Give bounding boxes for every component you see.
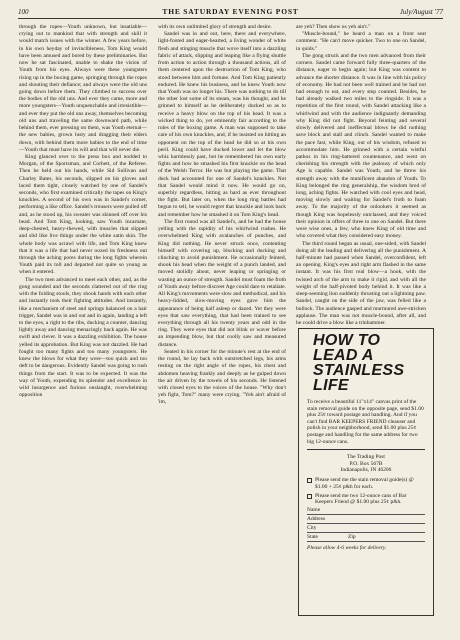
page-header bbox=[18, 5, 443, 19]
name-label: Name bbox=[307, 506, 321, 513]
address-field[interactable] bbox=[307, 515, 425, 524]
magazine-title: THE SATURDAY EVENING POST bbox=[162, 7, 299, 16]
option-stain-guide[interactable] bbox=[307, 477, 425, 490]
page-number: 100 bbox=[18, 8, 29, 16]
paragraph: The two men advanced to meet each other, and, as the gong sounded and the seconds clattered out of the ring with the folding stools, they shook hands with each other and instantly took their fighting attitudes. And instantly, like a mechanism of steel and springs balanced on a hair trigger, Sandel was in and out and in again, landing a left to the eyes, a right to the ribs, ducking a counter, dancing lightly away and dancing menacingly back again. He was swift and clever. It was a dazzling exhibition. The house yelled its approbation. But King was not dazzled. He had fought too many fights and too many youngsters. He knew the blows for what they were—too quick and too deft to be dangerous. Evidently Sandel was going to rush things from the start. It was to be expected. It was the way of Youth, expending its splendor and excellence in wild insurgence and furious onslaught, overwhelming opposition bbox=[19, 276, 147, 399]
article-column-1 bbox=[19, 24, 147, 628]
paragraph: The third round began as usual, one-sided, with Sandel doing all the leading and delivering all the punishment. A half-minute had passed when Sandel, overconfident, left an opening. King's eyes and right arm flashed in the same instant. It was his first real blow—a hook, with the twisted arch of the arm to make it rigid, and with all the weight of the half-pivoted body behind it. It was like a sleep-seeming lion suddenly thrusting out a lightning paw. Sandel, caught on the side of the jaw, was felled like a bullock. The audience gasped and murmured awe-stricken applause. The man was not muscle-bound, after all, and he could drive a blow like a triphammer. bbox=[296, 240, 426, 324]
ad-intro: To receive a beautiful 11"x14" canvas print of the stain removal guide on the opposite page, send $1.00 plus 25¢ toward postage and handling. And if you can't find BAR KEEPERS FRIEND cleanser and polish in your neighborhood, send $1.00 plus 25¢ postage and handling for the same address for two big 12-ounce cans. bbox=[307, 399, 424, 445]
option-label: Please send me the stain removal guide(s) @ $1.00 + 25¢ p&h for each. bbox=[315, 477, 414, 490]
paragraph: The first round was all Sandel's, and he had the house yelling with the rapidity of his whirlwind rushes. He overwhelmed King with avalanches of punches, and King did nothing. He never struck once, contenting himself with covering up, blocking and ducking and clinching to avoid punishment. He occasionally feinted, shook his head when the weight of a punch landed, and moved stolidly about, never leaping or springing or wasting an ounce of strength. Sandel must foam the froth of Youth away before discreet Age could dare to retaliate. All King's movements were slow and methodical, and his heavy-lidded, slow-moving eyes gave him the appearance of being half asleep or dazed. Yet they were eyes that saw everything, that had been trained to see everything through all his twenty years and odd in the ring. They were eyes that did not blink or waver before an impending blow, but that coolly saw and measured distance. bbox=[158, 218, 286, 348]
divider bbox=[307, 449, 425, 450]
article-column-2 bbox=[158, 24, 286, 628]
ad-company: The Trading Post bbox=[347, 454, 385, 461]
state-label: State bbox=[307, 533, 318, 540]
state-zip-field[interactable] bbox=[307, 533, 425, 542]
checkbox[interactable] bbox=[307, 478, 312, 483]
zip-label: Zip bbox=[348, 533, 356, 540]
paragraph: The gong struck and the two men advanced from their corners. Sandel came forward fully three-quarters of the distance, eager to begin again; but King was content to advance the shorter distance. It was in line with his policy of economy. He had not been well trained and he had not had enough to eat, and every step counted. Besides, he had already walked two miles to the ringside. It was a repetition of the first round, with Sandel attacking like a whirlwind and with the audience indignantly demanding why King did not fight. Beyond feinting and several slowly delivered and ineffectual blows he did nothing save block and stall and clinch. Sandel wanted to make the pace fast, while King, out of his wisdom, refused to accommodate him. He grinned with a certain wistful pathos in his ring-battered countenance, and went on cherishing his strength with the jealousy of which only Age is capable. Sandel was Youth, and he threw his strength away with the munificent abandon of Youth. To King belonged the ring generalship, the wisdom bred of long, aching fights. He watched with cool eyes and head, moving slowly and waiting for Sandel's froth to foam away. To the majority of the onlookers it seemed as though King was hopelessly outclassed, and they voiced their opinion in offers of three to one on Sandel. But there were wise ones, a few, who knew King of old time and who covered what they considered easy money. bbox=[296, 52, 426, 240]
article-column-3 bbox=[296, 24, 426, 324]
city-label: City bbox=[307, 524, 317, 531]
paragraph: are yeh? Then show us yeh ain't." bbox=[296, 24, 371, 30]
ad-po-box: P.O. Box 567B bbox=[349, 460, 383, 467]
paragraph: Sandel was in and out, here, there and everywhere, light-footed and eager-hearted, a living wonder of white flesh and stinging muscle that wove itself into a dazzling fabric of attack, slipping and leaping like a flying shuttle from action to action through a thousand actions, all of them centered upon the destruction of Tom King, who stood between him and fortune. And Tom King patiently endured. He knew his business, and he knew Youth now that Youth was no longer his. There was nothing to do till the other lost some of its steam, was his thought, and he grinned to himself as he deliberately ducked so as to receive a heavy blow on the top of his head. It was a wicked thing to do, yet eminently fair according to the rules of the boxing game. A man was supposed to take care of his own knuckles, and, if he insisted on hitting an opponent on the top of the head he did so at his own peril. King could have ducked lower and let the blow whiz harmlessly past, but he remembered his own early fights and how he smashed his first knuckle on the head of the Welsh Terror. He was but playing the game. That duck had accounted for one of Sandel's knuckles. Not that Sandel would mind it now. He would go on, superbly regardless, hitting as hard as ever throughout the fight. But later on, when the long ring battles had begun to tell, he would regret that knuckle and look back and remember how he smashed it on Tom King's head. bbox=[158, 31, 286, 218]
ad-headline: HOW TO LEAD A STAINLESS LIFE bbox=[313, 332, 405, 394]
paragraph: "Muscle-bound," he heard a man on a front seat comment. "He can't move quicker. Two to one on Sandel, in quids." bbox=[296, 31, 426, 52]
option-label: Please send me two 12-ounce cans of Bar Keepers Friend @ $1.00 plus 25¢ p&h. bbox=[315, 492, 407, 506]
checkbox[interactable] bbox=[307, 494, 312, 499]
advertisement-coupon bbox=[298, 328, 434, 616]
paragraph: Seated in his corner for the minute's rest at the end of the round, he lay back with outstretched legs, his arms resting on the right angle of the ropes, his chest and abdomen heaving frankly and deeply as he gulped down the air driven by the towels of his seconds. He listened with closed eyes to the voices of the house. "Why don't yeh fight, Tom?" many were crying. "Yeh ain't afraid of 'im, bbox=[158, 348, 286, 406]
paragraph: with its own unlimited glory of strength and desire. bbox=[158, 24, 272, 30]
issue-date: July/August '77 bbox=[399, 8, 443, 16]
address-label: Address bbox=[307, 515, 326, 522]
paragraph: King glanced over to the press box and nodded to Morgan, of the Sportsman, and Corbett, of the Referee. Then he held out his hands, while Sid Sullivan and Charley Bates, his seconds, slipped on his gloves and laced them tight, closely watched by one of Sandel's seconds, who first examined critically the tapes on King's knuckles. A second of his own was in Sandel's corner, performing a like office. Sandel's trousers were pulled off and, as he stood up, his sweater was skinned off over his head. And Tom King, looking, saw Youth incarnate, deep-chested, heavy-thewed, with muscles that slipped and slid like live things under the white satin skin. The whole body was acrawl with life, and Tom King knew that it was a life that had never oozed its freshness out through the aching pores during the long fights wherein Youth paid its toll and departed not quite so young as when it entered. bbox=[19, 153, 147, 276]
option-cleanser-cans[interactable] bbox=[307, 493, 425, 506]
ad-footer: Please allow 4-6 weeks for delivery. bbox=[307, 544, 387, 551]
ad-city: Indianapolis, IN 46206 bbox=[340, 466, 392, 473]
paragraph: through the ropes—Youth unknown, but insatiable—crying out to mankind that with strength and skill it would match issues with the winner. A few years before, in his own heyday of invincibleness, Tom King would have been amused and bored by these preliminaries. But now he sat fascinated, unable to shake the vision of Youth from his eyes. Always were these youngsters rising up in the boxing game, springing through the ropes and shouting their defiance; and always were the old uns going down before them. They climbed to success over the bodies of the old uns. And ever they came, more and more youngsters—Youth unquenchable and irresistible—and ever they put the old uns away, themselves becoming old uns and traveling the same downward path, while behind them, ever pressing on them, was Youth eternal—the new babies, grown lusty and dragging their elders down, with behind them more babies to the end of time—Youth that must have its will and that will never die. bbox=[19, 24, 147, 153]
name-field[interactable] bbox=[307, 506, 425, 515]
city-field[interactable] bbox=[307, 524, 425, 533]
